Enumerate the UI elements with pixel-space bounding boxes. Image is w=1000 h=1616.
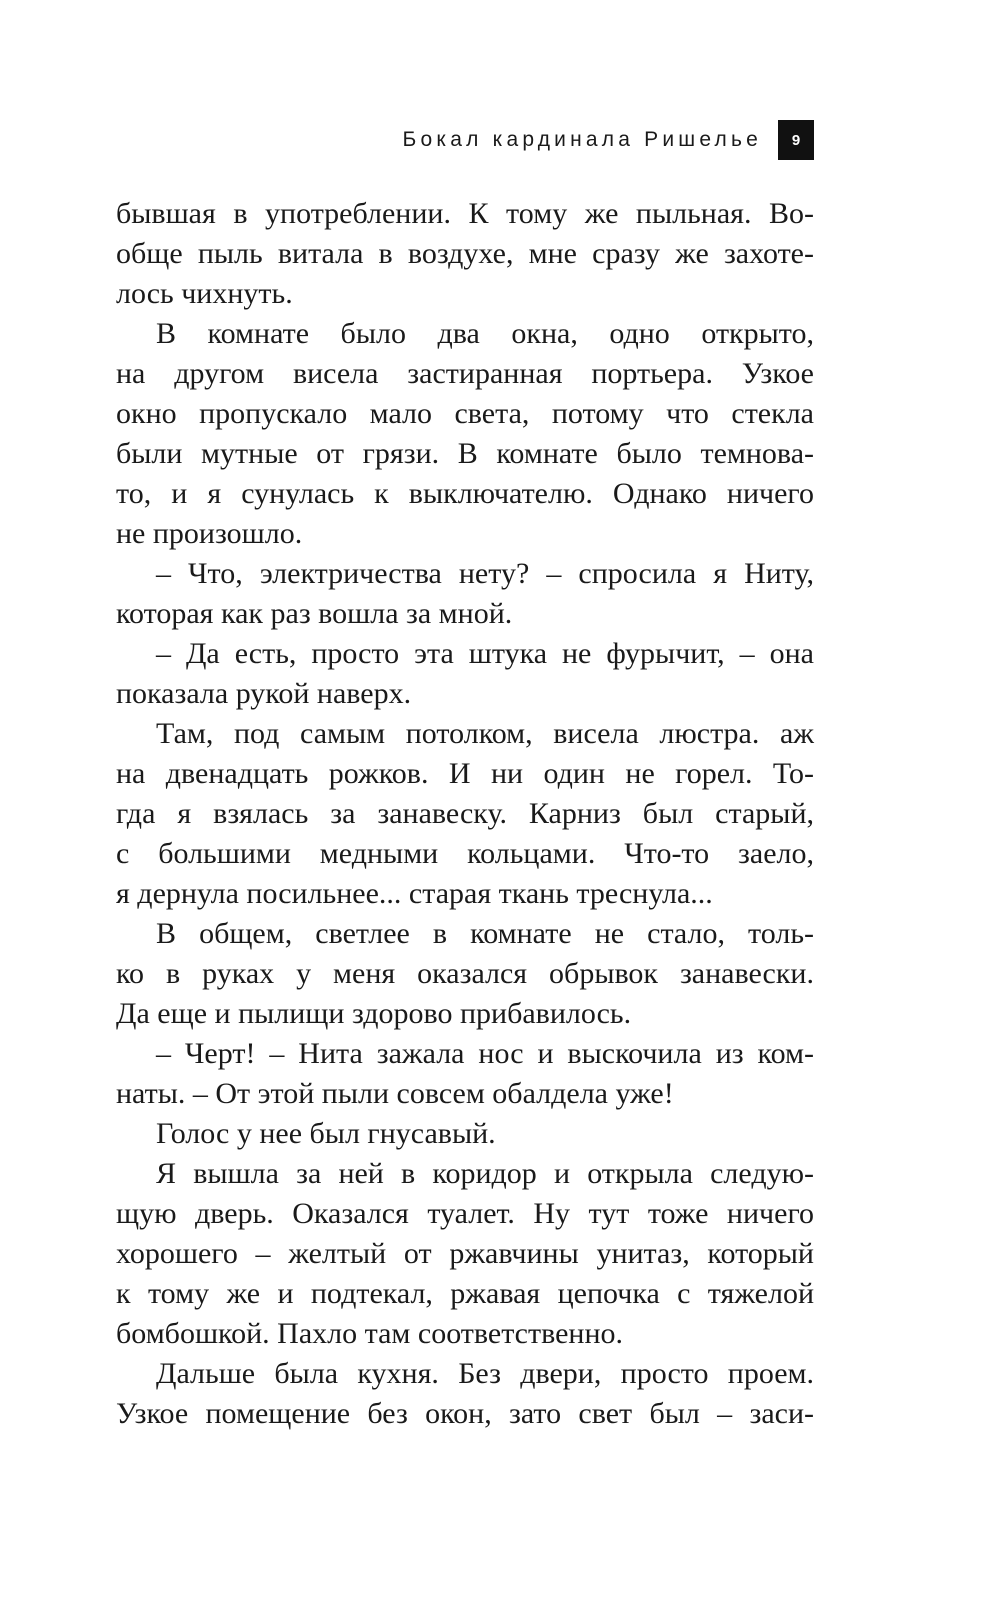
text-line: В комнате было два окна, одно открыто, <box>156 317 814 350</box>
body-text <box>116 194 814 1434</box>
text-line: лось чихнуть. <box>116 277 293 310</box>
running-title: Бокал кардинала Ришелье <box>402 128 762 151</box>
text-line: к тому же и подтекал, ржавая цепочка с тяжелой <box>116 1277 814 1310</box>
text-line: с большими медными кольцами. Что-то заело, <box>116 837 814 870</box>
text-line: – Черт! – Нита зажала нос и выскочила из ком- <box>156 1037 814 1070</box>
text-line: показала рукой наверх. <box>116 677 412 710</box>
text-line: окно пропускало мало света, потому что стекла <box>116 397 814 430</box>
text-line: гда я взялась за занавеску. Карниз был старый, <box>116 797 814 830</box>
text-line: бомбошкой. Пахло там соответственно. <box>116 1317 624 1350</box>
text-line: хорошего – желтый от ржавчины унитаз, который <box>116 1237 814 1270</box>
text-line: не произошло. <box>116 517 303 550</box>
text-line: обще пыль витала в воздухе, мне сразу же захоте- <box>116 237 814 270</box>
text-line: я дернула посильнее... старая ткань треснула... <box>116 877 713 910</box>
text-line: на другом висела застиранная портьера. Узкое <box>116 357 814 390</box>
text-line: были мутные от грязи. В комнате было темнова- <box>116 437 814 470</box>
text-line: Узкое помещение без окон, зато свет был – заси- <box>116 1397 814 1430</box>
text-line: Я вышла за ней в коридор и открыла следую- <box>156 1157 814 1190</box>
running-header <box>403 120 814 160</box>
text-line: Там, под самым потолком, висела люстра. аж <box>156 717 814 750</box>
text-line: В общем, светлее в комнате не стало, толь- <box>156 917 814 950</box>
text-line: то, и я сунулась к выключателю. Однако ничего <box>116 477 814 510</box>
text-line: которая как раз вошла за мной. <box>116 597 513 630</box>
text-line: ко в руках у меня оказался обрывок занавески. <box>116 957 814 990</box>
text-line: Да еще и пылищи здорово прибавилось. <box>116 997 632 1030</box>
text-line: – Да есть, просто эта штука не фурычит, – она <box>156 637 814 670</box>
text-line: на двенадцать рожков. И ни один не горел. То- <box>116 757 814 790</box>
text-line: – Что, электричества нету? – спросила я Ниту, <box>156 557 814 590</box>
text-line: наты. – От этой пыли совсем обалдела уже! <box>116 1077 674 1110</box>
text-line: Голос у нее был гнусавый. <box>156 1117 496 1150</box>
text-line: Дальше была кухня. Без двери, просто проем. <box>156 1357 814 1390</box>
text-line: бывшая в употреблении. К тому же пыльная. Во- <box>116 197 814 230</box>
text-line: щую дверь. Оказался туалет. Ну тут тоже ничего <box>116 1197 814 1230</box>
page-number: 9 <box>778 120 814 160</box>
